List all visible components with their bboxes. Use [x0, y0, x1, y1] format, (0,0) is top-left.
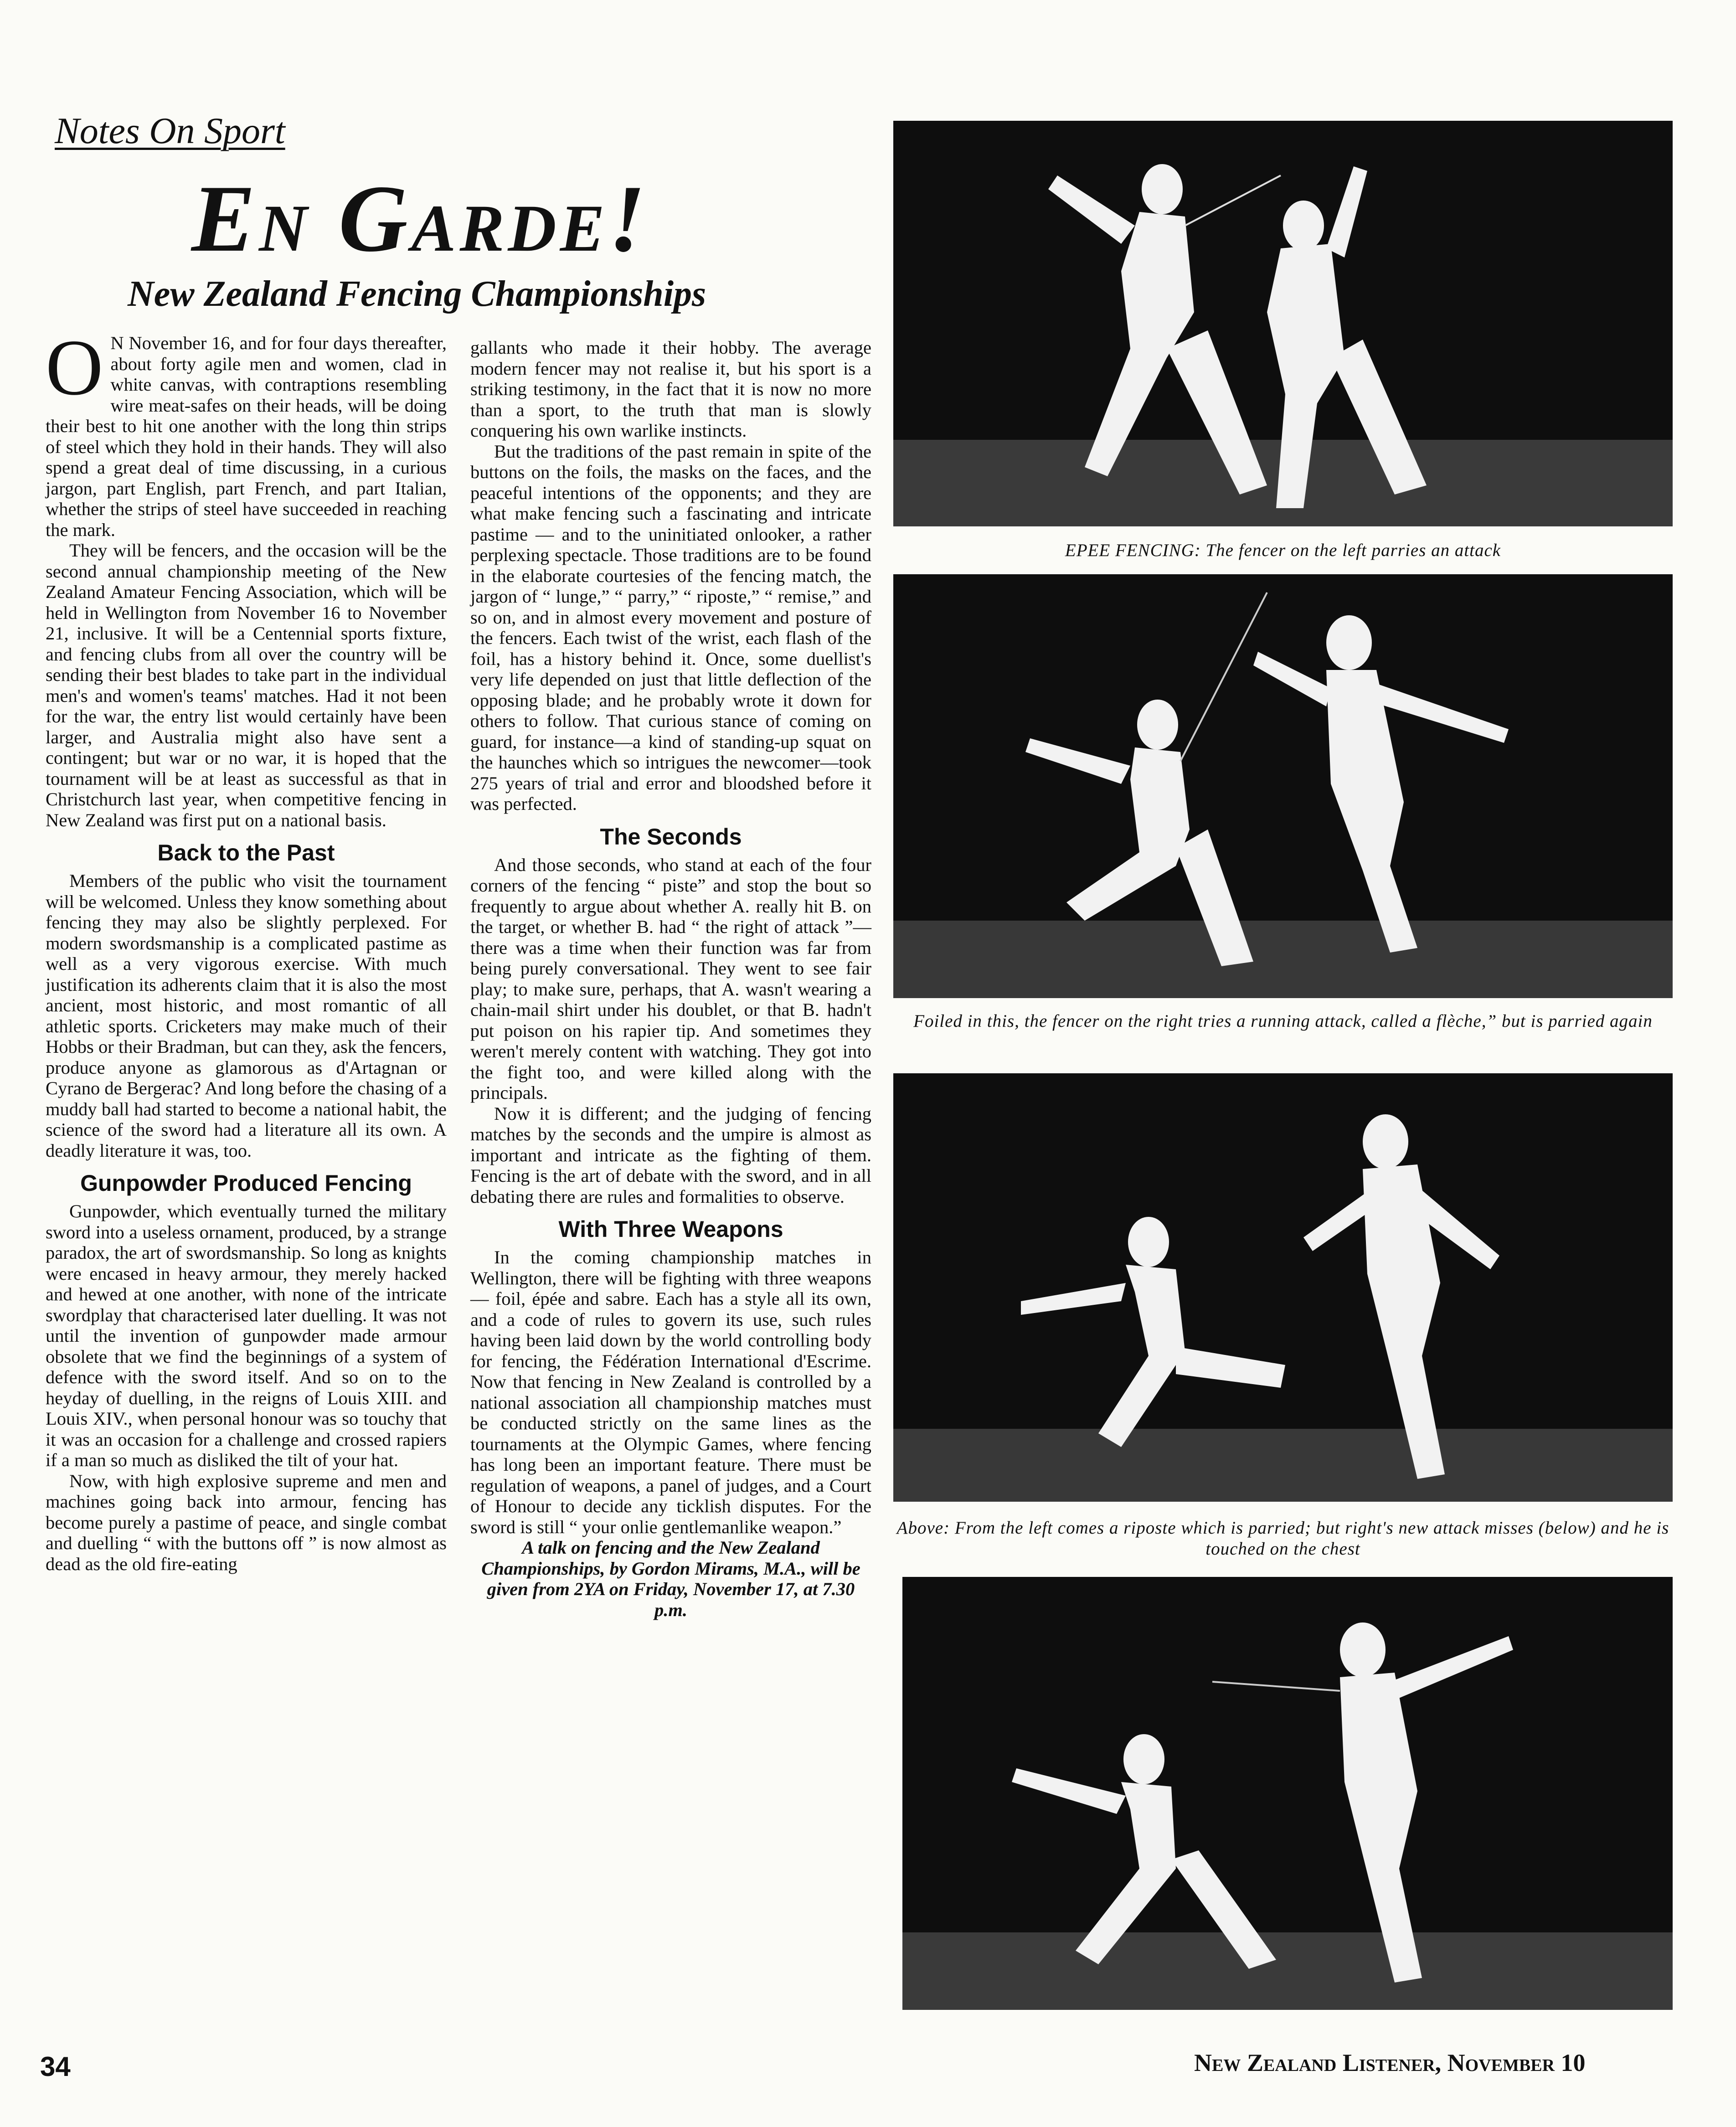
drop-cap: O: [46, 323, 103, 412]
subheadline: New Zealand Fencing Championships: [128, 274, 706, 314]
article-column-2: [470, 337, 871, 1620]
article-paragraph: Now it is different; and the judging of fencing matches by the seconds and the umpire is almost as important and intricate as the fighting of them. Fencing is the art of debate with the sword, and in all debating there are rules and formalities to observe.: [470, 1103, 871, 1207]
photo-caption: Above: From the left comes a riposte which is parried; but right's new attack misses (below) and he is touched on the chest: [896, 1518, 1669, 1559]
article-paragraph: In the coming championship matches in Wellington, there will be fighting with three weapons — foil, épée and sabre. Each has a style all its own, and a code of rules to govern its use, such rules having been laid down by the world controlling body for fencing, the Fédération International d'Escrime. Now that fencing in New Zealand is controlled by a national association all championship matches must be conducted strictly on the same lines as the tournaments at the Olympic Games, where fencing has long been an important feature. There must be regulation of weapons, a panel of judges, and a Court of Honour to decide any ticklish disputes. For the sword is still “ your onlie gentlemanlike weapon.”: [470, 1247, 871, 1537]
page-number: 34: [40, 2051, 71, 2082]
headline: En Garde!: [191, 166, 649, 272]
article-paragraph: And those seconds, who stand at each of the four corners of the fencing “ piste” and stop the bout so frequently to argue about whether A. really hit B. on the target, or whether B. had “ the right of attack ”—there was a time when their function was far from being purely conversational. They went to see fair play; to make sure, perhaps, that A. wasn't wearing a chain-mail shirt under his doublet, or that B. hadn't put poison on his rapier tip. And sometimes they weren't merely content with watching. They got into the fight too, and were killed along with the principals.: [470, 854, 871, 1103]
photo-riposte-parried: [893, 1073, 1673, 1502]
article-paragraph: Members of the public who visit the tournament will be welcomed. Unless they know something about fencing they may also be slightly perplexed. For modern swordsmanship is a complicated pastime as well as a very vigorous exercise. With much justification its adherents claim that it is also the most ancient, most historic, and most romantic of all athletic sports. Cricketers may make much of their Hobbs or their Bradman, but can they, ask the fencers, produce anyone as glamorous as d'Artagnan or Cyrano de Bergerac? And long before the chasing of a muddy ball had started to become a national habit, the science of the sword had a literature all its own. A deadly literature it was, too.: [46, 870, 447, 1161]
section-label: Notes On Sport: [55, 110, 285, 151]
article-column-1: [46, 323, 447, 1574]
subheading-three-weapons: With Three Weapons: [558, 1216, 783, 1242]
subheading-the-seconds: The Seconds: [600, 824, 742, 850]
photo-fleche-attack: [893, 574, 1673, 998]
article-paragraph: But the traditions of the past remain in spite of the buttons on the foils, the masks on the faces, and the peaceful intentions of the opponents; and they are what make fencing such a fascinating and intricate pastime — and to the uninitiated onlooker, a rather perplexing spectacle. Those traditions are to be found in the elaborate courtesies of the fencing match, the jargon of “ lunge,” “ parry,” “ riposte,” “ remise,” and so on, and in almost every movement and posture of the fencers. Each twist of the wrist, each flash of the foil, has a history behind it. Once, some duellist's very life depended on just that little deflection of the opposing blade; and he probably wrote it down for others to follow. That curious stance of coming on guard, for instance—a kind of standing-up squat on the haunches which so intrigues the newcomer—took 275 years of trial and error and bloodshed before it was perfected.: [470, 441, 871, 814]
subheading-gunpowder: Gunpowder Produced Fencing: [80, 1170, 412, 1196]
article-paragraph: Now, with high explosive supreme and men and machines going back into armour, fencing has become purely a pastime of peace, and single combat and duelling “ with the buttons off ” is now almost as dead as the old fire-eating: [46, 1470, 447, 1574]
broadcast-credit: A talk on fencing and the New Zealand Championships, by Gordon Mirams, M.A., will be given from 2YA on Friday, November 17, at 7.30 p.m.: [481, 1537, 860, 1620]
article-paragraph: Gunpowder, which eventually turned the military sword into a useless ornament, produced, by a strange paradox, the art of swordsmanship. So long as knights were encased in heavy armour, they merely hacked and hewed at one another, with none of the intricate swordplay that characterised later duelling. It was not until the invention of gunpowder made armour obsolete that we find the beginnings of a system of defence with the sword itself. And so on to the heyday of duelling, in the reigns of Louis XIII. and Louis XIV., when personal honour was so touchy that it was an occasion for a challenge and crossed rapiers if a man so much as disliked the tilt of your hat.: [46, 1201, 447, 1470]
photo-touched-on-chest: [902, 1577, 1673, 2010]
article-intro: N November 16, and for four days thereafter, about forty agile men and women, clad in white canvas, with contraptions resembling wire meat-safes on their heads, will be doing their best to hit one another with the long thin strips of steel which they hold in their hands. They will also spend a great deal of time discussing, in a curious jargon, part English, part French, and part Italian, whether the strips of steel have succeeded in reaching the mark.: [46, 333, 447, 540]
publication-footer: New Zealand Listener, November 10: [1194, 2049, 1586, 2076]
photo-epee-parry: [893, 121, 1673, 526]
article-paragraph: gallants who made it their hobby. The average modern fencer may not realise it, but his sport is a striking testimony, in the fact that it is now no more than a sport, to the truth that man is slowly conquering his own warlike instincts.: [470, 337, 871, 441]
photo-caption: Foiled in this, the fencer on the right tries a running attack, called a flèche,” but is parried again: [913, 1011, 1653, 1031]
article-paragraph: They will be fencers, and the occasion will be the second annual championship meeting of the New Zealand Amateur Fencing Association, which will be held in Wellington from November 16 to November 21, inclusive. It will be a Centennial sports fixture, and fencing clubs from all over the country will be sending their best blades to take part in the individual men's and women's teams' matches. Had it not been for the war, the entry list would certainly have been larger, and Australia might also have sent a contingent; but war or no war, it is hoped that the tournament will be at least as successful as that in Christchurch last year, when competitive fencing in New Zealand was first put on a national basis.: [46, 540, 447, 830]
subheading-back-to-the-past: Back to the Past: [157, 840, 335, 865]
photo-caption: EPEE FENCING: The fencer on the left parries an attack: [1065, 541, 1501, 560]
